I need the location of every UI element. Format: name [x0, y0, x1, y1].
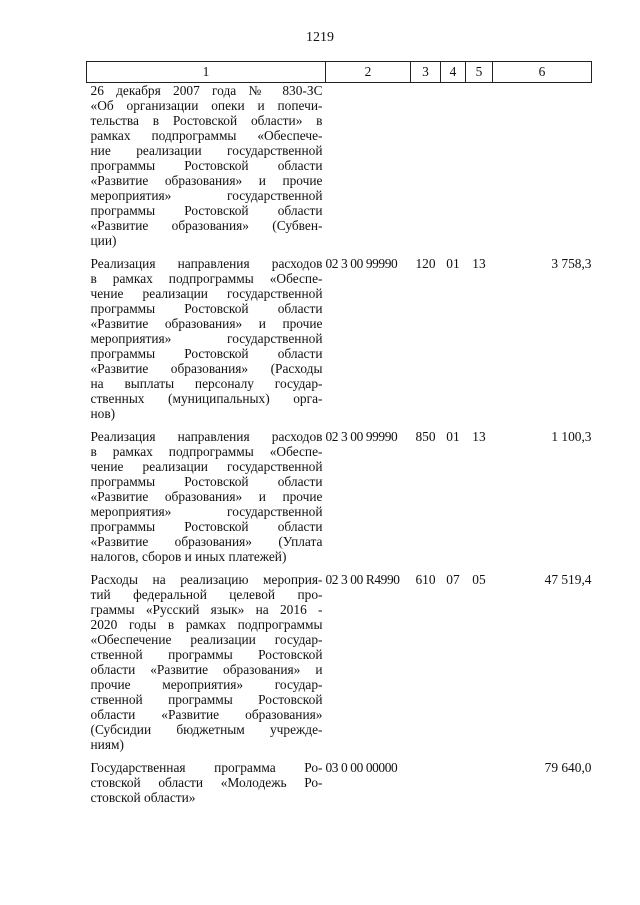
row-subsection: 13 [472, 256, 486, 271]
row-target-code: 02 3 00 99990 [325, 429, 398, 444]
budget-table [86, 61, 592, 813]
row-section [441, 760, 466, 813]
description-line: «Обеспечение реализации государ- [90, 632, 323, 647]
description-line: на выплаты персоналу государ- [90, 376, 323, 391]
table-row [87, 256, 592, 429]
description-line: прочие мероприятия» государ- [90, 677, 323, 692]
description-line: программы Ростовской области [90, 346, 323, 361]
description-line: в рамках подпрограммы «Обеспе- [90, 271, 323, 286]
row-expense-type [411, 83, 441, 257]
description-line: Расходы на реализацию мероприя- [90, 572, 323, 587]
description-line: стовской области «Молодежь Ро- [90, 775, 323, 790]
column-header-5: 5 [466, 62, 493, 83]
description-line: «Развитие образования» (Субвен- [90, 218, 323, 233]
column-header-6: 6 [493, 62, 592, 83]
description-line: области «Развитие образования» и [90, 662, 323, 677]
description-line: чение реализации государственной [90, 459, 323, 474]
row-expense-type: 120 [415, 256, 436, 271]
page-number: 1219 [306, 30, 334, 45]
description-line: «Развитие образования» и прочие [90, 316, 323, 331]
description-line: тельства в Ростовской области» в [90, 113, 323, 128]
description-line: ственных (муниципальных) орга- [90, 391, 323, 406]
description-line: мероприятия» государственной [90, 331, 323, 346]
description-line: программы Ростовской области [90, 301, 323, 316]
description-line: (Субсидии бюджетным учрежде- [90, 722, 323, 737]
column-header-3: 3 [411, 62, 441, 83]
description-line: мероприятия» государственной [90, 504, 323, 519]
row-subsection: 13 [472, 429, 486, 444]
description-line: Реализация направления расходов [90, 256, 323, 271]
row-subsection [466, 83, 493, 257]
table-row [87, 83, 592, 257]
row-amount: 3 758,3 [551, 256, 592, 271]
row-target-code [326, 83, 411, 257]
row-target-code: 03 0 00 00000 [325, 760, 398, 775]
description-line: граммы «Русский язык» на 2016 - [90, 602, 323, 617]
table-header-row [87, 62, 592, 83]
row-subsection: 05 [472, 572, 486, 587]
row-expense-type: 850 [415, 429, 436, 444]
description-line: ственной программы Ростовской [90, 692, 323, 707]
description-line: ние реализации государственной [90, 143, 323, 158]
column-header-4: 4 [441, 62, 466, 83]
table-row [87, 760, 592, 813]
row-description [87, 572, 326, 760]
row-description [87, 429, 326, 572]
description-line: «Развитие образования» и прочие [90, 489, 323, 504]
row-description [87, 256, 326, 429]
row-expense-type [411, 760, 441, 813]
row-amount [493, 83, 592, 257]
row-section [441, 83, 466, 257]
description-line: Государственная программа Ро- [90, 760, 323, 775]
table-body [87, 83, 592, 814]
row-target-code: 02 3 00 99990 [325, 256, 398, 271]
description-line: Реализация направления расходов [90, 429, 323, 444]
row-section: 07 [446, 572, 460, 587]
description-line: области «Развитие образования» [90, 707, 323, 722]
description-line: 2020 годы в рамках подпрограммы [90, 617, 323, 632]
description-line: ции) [90, 233, 117, 248]
description-line: «Развитие образования» и прочие [90, 173, 323, 188]
row-description [87, 83, 326, 257]
row-section: 01 [446, 429, 460, 444]
table-row [87, 572, 592, 760]
row-subsection [466, 760, 493, 813]
description-line: ственной программы Ростовской [90, 647, 323, 662]
description-line: ниям) [90, 737, 124, 752]
description-line: в рамках подпрограммы «Обеспе- [90, 444, 323, 459]
row-expense-type: 610 [415, 572, 436, 587]
description-line: программы Ростовской области [90, 474, 323, 489]
column-header-2: 2 [326, 62, 411, 83]
description-line: программы Ростовской области [90, 203, 323, 218]
row-description [87, 760, 326, 813]
description-line: нов) [90, 406, 116, 421]
description-line: 26 декабря 2007 года № 830-ЗС [90, 83, 323, 98]
row-section: 01 [446, 256, 460, 271]
description-line: стовской области» [90, 790, 196, 805]
description-line: мероприятия» государственной [90, 188, 323, 203]
row-target-code: 02 3 00 R4990 [325, 572, 400, 587]
description-line: рамках подпрограммы «Обеспече- [90, 128, 323, 143]
description-line: «Об организации опеки и попечи- [90, 98, 323, 113]
row-amount: 79 640,0 [544, 760, 592, 775]
column-header-1: 1 [87, 62, 326, 83]
description-line: «Развитие образования» (Уплата [90, 534, 323, 549]
row-amount: 47 519,4 [544, 572, 592, 587]
table-row [87, 429, 592, 572]
description-line: налогов, сборов и иных платежей) [90, 549, 287, 564]
row-amount: 1 100,3 [551, 429, 592, 444]
description-line: программы Ростовской области [90, 519, 323, 534]
description-line: чение реализации государственной [90, 286, 323, 301]
description-line: программы Ростовской области [90, 158, 323, 173]
description-line: «Развитие образования» (Расходы [90, 361, 323, 376]
description-line: тий федеральной целевой про- [90, 587, 323, 602]
